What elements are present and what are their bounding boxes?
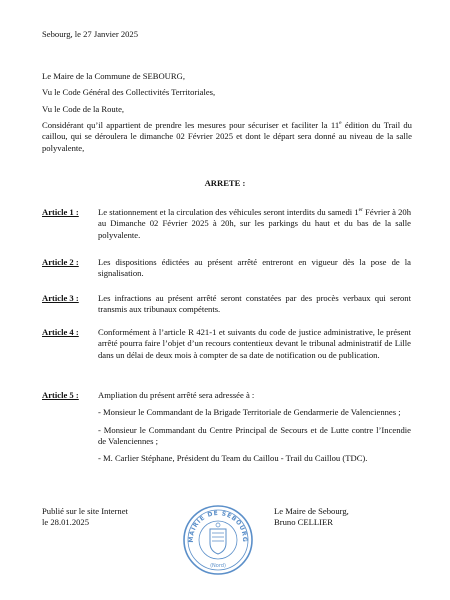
considerant-paragraph: Considérant qu’il appartient de prendre les mesures pour sécuriser et faciliter la 11e édition du Trail du caillou, qui se déroulera le dimanche 02 Février 2025 et dont le départ sera donné au niveau de la salle polyvalente,: [42, 120, 412, 153]
recipient-item: - M. Carlier Stéphane, Président du Team du Caillou - Trail du Caillou (TDC).: [98, 453, 368, 464]
article-5: [42, 390, 411, 471]
town-hall-seal-icon: [181, 503, 255, 577]
article-text: Les infractions au présent arrêté seront constatées par des procès verbaux qui seront transmis aux tribunaux compétents.: [98, 293, 411, 315]
signature-block: [274, 506, 349, 529]
article-text: Ampliation du présent arrêté sera adressée à :: [98, 390, 255, 400]
code-route-line: Vu le Code de la Route,: [42, 103, 125, 114]
article-2: [42, 257, 411, 286]
publication-block: [42, 506, 128, 529]
article-label: Article 2 :: [42, 257, 79, 267]
preamble: [42, 71, 412, 159]
article-label: Article 1 :: [42, 207, 79, 217]
published-line: Publié sur le site Internet: [42, 506, 128, 516]
signer-name: Bruno CELLIER: [274, 517, 333, 528]
svg-text:MAIRIE DE SEBOURG: [188, 510, 248, 543]
article-4: [42, 327, 411, 367]
place-date: Sebourg, le 27 Janvier 2025: [42, 29, 139, 39]
arrete-title: ARRETE :: [204, 178, 246, 188]
article-label: Article 3 :: [42, 293, 79, 303]
seal-bottom-text: (Nord): [210, 563, 226, 569]
article-3: [42, 293, 411, 322]
signer-title: Le Maire de Sebourg,: [274, 506, 349, 516]
code-collectivites-line: Vu le Code Général des Collectivités Territoriales,: [42, 87, 216, 98]
article-text: Les dispositions édictées au présent arrêté entreront en vigueur dès la pose de la signalisation.: [98, 257, 411, 279]
mayor-line: Le Maire de la Commune de SEBOURG,: [42, 71, 185, 81]
recipient-item: - Monsieur le Commandant de la Brigade Territoriale de Gendarmerie de Valenciennes ;: [98, 407, 401, 418]
seal-ring-text: MAIRIE DE SEBOURG: [187, 509, 249, 543]
article-label: Article 5 :: [42, 390, 79, 400]
article-text: Conformément à l’article R 421-1 et suivants du code de justice administrative, le présent arrêté pourra faire l’objet d’un recours contentieux devant le tribunal administratif de Lille dans un délai de deux mois à compter de sa date de notification ou de publication.: [98, 327, 411, 360]
article-text: Le stationnement et la circulation des véhicules seront interdits du samedi 1er Février à 20h au Dimanche 02 Février 2025 à 20h, sur les parkings du haut et du bas de la salle polyvalente.: [98, 207, 411, 240]
article-1: [42, 207, 411, 247]
article-label: Article 4 :: [42, 327, 79, 337]
recipient-item: - Monsieur le Commandant du Centre Principal de Secours et de Lutte contre l’Incendie de Valenciennes ;: [98, 424, 411, 447]
published-date: le 28.01.2025: [42, 517, 90, 528]
